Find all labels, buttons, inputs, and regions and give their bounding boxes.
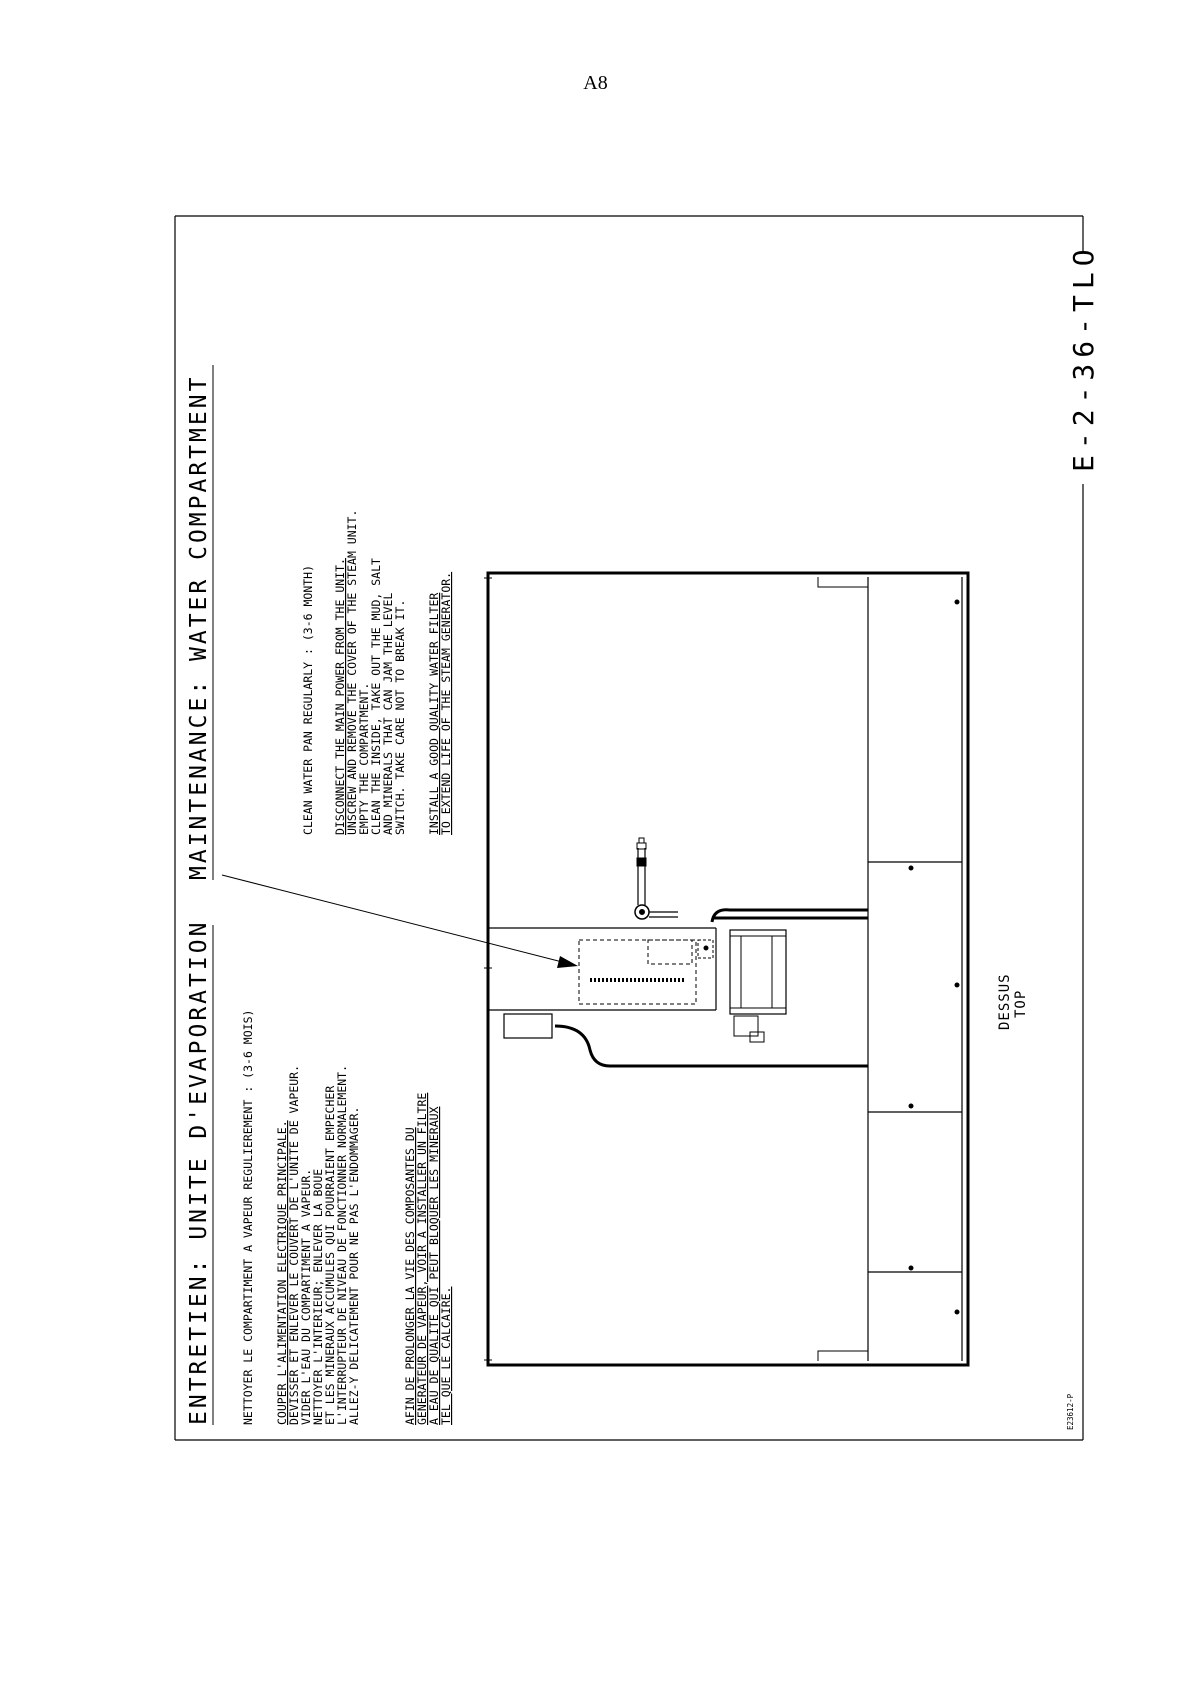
drawing-reference: E23612-P <box>1066 1393 1075 1430</box>
french-filter-line: A EAU DE QUALITE QUI PEUT BLOQUER LES MINERAUX <box>427 1106 441 1425</box>
english-step-disconnect: DISCONNECT THE MAIN POWER FROM THE UNIT. <box>333 558 347 835</box>
top-view-outline <box>484 573 968 1365</box>
english-body-line: EMPTY THE COMPARTMENT. <box>357 682 371 835</box>
piping <box>555 910 868 1066</box>
english-body-line: CLEAN THE INSIDE, TAKE OUT THE MUD, SALT <box>369 558 383 835</box>
view-label-fr: DESSUS <box>997 973 1013 1030</box>
english-filter-line: INSTALL A GOOD QUALITY WATER FILTER <box>427 592 441 835</box>
english-filter-line: TO EXTEND LIFE OF THE STEAM GENERATOR. <box>439 571 453 835</box>
french-body-line: ALLEZ-Y DELICATEMENT POUR NE PAS L'ENDOMMAGER. <box>347 1106 361 1425</box>
french-body-line: L'INTERRUPTEUR DE NIVEAU DE FONCTIONNER NORMALEMENT. <box>335 1064 349 1425</box>
english-intro: CLEAN WATER PAN REGULARLY : (3-6 MONTH) <box>301 564 315 835</box>
french-title: ENTRETIEN: UNITE D'EVAPORATION <box>186 919 212 1425</box>
french-body-line: DEVISSER ET ENLEVER LE COUVERT DE L'UNITE DE VAPEUR. <box>287 1064 301 1425</box>
leader-arrow <box>222 875 578 968</box>
french-intro: NETTOYER LE COMPARTIMENT A VAPEUR REGULIEREMENT : (3-6 MOIS) <box>241 1009 255 1425</box>
french-filter-line: TEL QUE LE CALCAIRE. <box>439 1286 453 1425</box>
french-body-line: ET LES MINERAUX ACCUMULES QUI POURRAIENT EMPECHER <box>323 1085 337 1425</box>
english-body-line: SWITCH. TAKE CARE NOT TO BREAK IT. <box>393 599 407 835</box>
french-filter-line: AFIN DE PROLONGER LA VIE DES COMPOSANTES DU <box>403 1127 417 1425</box>
heating-element <box>730 930 786 1042</box>
english-body-line: UNSCREW AND REMOVE THE COVER OF THE STEAM UNIT. <box>345 509 359 835</box>
english-body-line: AND MINERALS THAT CAN JAM THE LEVEL <box>381 592 395 835</box>
panel-screws <box>909 600 960 1315</box>
drawing-number: E-2-36-TLO <box>1067 243 1100 472</box>
view-label-en: TOP <box>1013 989 1029 1018</box>
french-body-line: VIDER L'EAU DU COMPARTIMENT A VAPEUR. <box>299 1168 313 1425</box>
english-title: MAINTENANCE: WATER COMPARTMENT <box>186 374 212 880</box>
page-number: A8 <box>583 72 608 94</box>
french-body-line: NETTOYER L'INTERIEUR; ENLEVER LA BOUE <box>311 1168 325 1425</box>
steam-unit <box>488 928 716 1038</box>
french-filter-line: GENERATEUR DE VAPEUR, VOIR A INSTALLER UN FILTRE <box>415 1092 429 1425</box>
water-inlet-valve <box>635 838 678 919</box>
french-step-disconnect: COUPER L'ALIMENTATION ELECTRIQUE PRINCIPALE. <box>275 1120 289 1425</box>
